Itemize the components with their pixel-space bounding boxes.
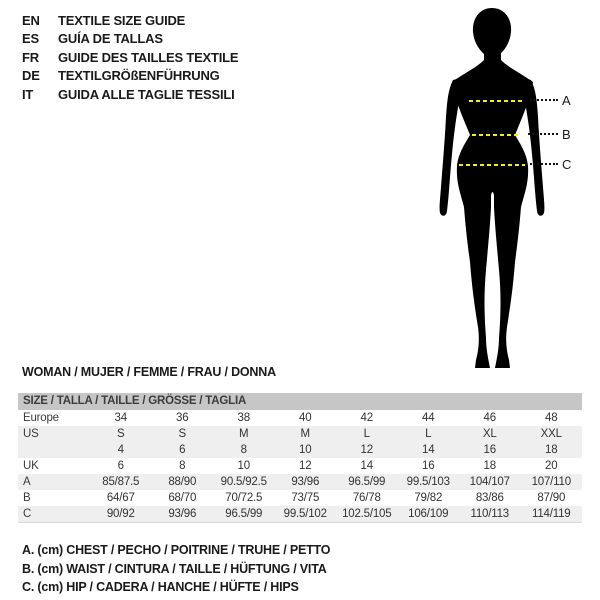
size-cell: 64/67 [106,492,135,504]
size-cell: L [336,426,398,442]
measurement-notes [22,543,330,599]
language-row [22,85,238,104]
language-label: TEXTILE SIZE GUIDE [58,12,186,28]
size-cell: 38 [237,412,250,424]
size-cell: 6 [152,442,214,458]
row-label: UK [23,460,39,472]
size-table [18,410,582,523]
chest-dash-line [469,100,522,102]
size-cell: 36 [176,412,189,424]
table-row [18,410,582,426]
size-cell: 12 [299,460,312,472]
language-label: GUIDE DES TAILLES TEXTILE [58,49,239,65]
size-cell: 42 [360,412,373,424]
table-row [18,506,582,522]
note-line: C. (cm) HIP / CADERA / HANCHE / HÜFTE / HIPS [22,580,299,594]
size-cell: 8 [213,442,275,458]
size-cell: S [90,426,152,442]
row-label: B [23,492,31,504]
woman-silhouette [420,2,570,374]
size-cell: 16 [422,460,435,472]
size-cell: 14 [360,460,373,472]
size-cell: 20 [545,460,558,472]
size-cell: 85/87.5 [90,474,152,490]
size-cell: 90.5/92.5 [213,474,275,490]
waist-dot-line [528,133,558,135]
size-cell: 102.5/105 [336,506,398,522]
size-cell: 96.5/99 [213,506,275,522]
language-list [22,11,238,104]
size-cell: 12 [336,442,398,458]
row-label: C [18,506,90,522]
hip-label: C [562,157,572,172]
size-table-wrap [18,393,582,523]
size-cell: 76/78 [352,492,381,504]
language-code: FR [22,49,39,65]
size-table-header: SIZE / TALLA / TAILLE / GRÖSSE / TAGLIA [18,393,582,410]
size-cell: 46 [483,412,496,424]
size-cell: M [213,426,275,442]
size-cell: 93/96 [275,474,337,490]
table-row [18,458,582,474]
language-label: GUIDA ALLE TAGLIE TESSILI [58,86,235,102]
size-cell: 18 [521,442,583,458]
row-label [18,442,90,458]
size-cell: 40 [299,412,312,424]
size-cell: 87/90 [537,492,566,504]
hip-dot-line [530,163,558,165]
size-cell: L [398,426,460,442]
size-cell: 6 [117,460,124,472]
size-cell: 16 [459,442,521,458]
language-row [22,11,238,30]
size-cell: 68/70 [168,492,197,504]
size-cell: 79/82 [414,492,443,504]
size-cell: M [275,426,337,442]
language-code: IT [22,86,34,102]
size-cell: 34 [114,412,127,424]
size-cell: 14 [398,442,460,458]
waist-label: B [562,127,571,142]
language-row [22,30,238,49]
language-code: DE [22,68,40,84]
table-row [18,490,582,506]
table-row [18,442,582,458]
size-cell: 73/75 [291,492,320,504]
size-cell: 110/113 [459,506,521,522]
note-line: B. (cm) WAIST / CINTURA / TAILLE / HÜFTUNG / VITA [22,561,327,576]
waist-dash-line [472,134,519,136]
row-label: Europe [23,412,59,424]
language-label: TEXTILGRÖßENFÜHRUNG [58,68,220,84]
size-cell: 18 [483,460,496,472]
chest-dot-line [530,99,558,101]
size-cell: 10 [275,442,337,458]
chest-label: A [562,93,571,108]
size-cell: 114/119 [521,506,583,522]
row-label: US [18,426,90,442]
hip-dash-line [459,164,525,166]
size-cell: 70/72.5 [225,492,263,504]
table-row [18,426,582,442]
size-table-body [18,410,582,522]
language-code: EN [22,12,40,28]
row-label: A [18,474,90,490]
size-cell: 99.5/103 [398,474,460,490]
size-cell: 99.5/102 [275,506,337,522]
size-cell: 90/92 [90,506,152,522]
size-cell: 10 [237,460,250,472]
size-cell: 106/109 [398,506,460,522]
size-cell: 8 [179,460,186,472]
size-cell: 96.5/99 [336,474,398,490]
size-cell: 44 [422,412,435,424]
language-row [22,67,238,86]
size-cell: 4 [90,442,152,458]
size-cell: 88/90 [152,474,214,490]
size-cell: 107/110 [521,474,583,490]
language-label: GUÍA DE TALLAS [58,31,163,47]
size-cell: 104/107 [459,474,521,490]
size-cell: 48 [545,412,558,424]
note-line: A. (cm) CHEST / PECHO / POITRINE / TRUHE / PETTO [22,543,331,557]
size-cell: S [152,426,214,442]
size-cell: 83/86 [475,492,504,504]
table-row [18,474,582,490]
language-code: ES [22,31,39,47]
size-cell: XL [459,426,521,442]
size-cell: 93/96 [152,506,214,522]
section-title: WOMAN / MUJER / FEMME / FRAU / DONNA [22,365,276,379]
size-cell: XXL [521,426,583,442]
language-row [22,48,238,67]
